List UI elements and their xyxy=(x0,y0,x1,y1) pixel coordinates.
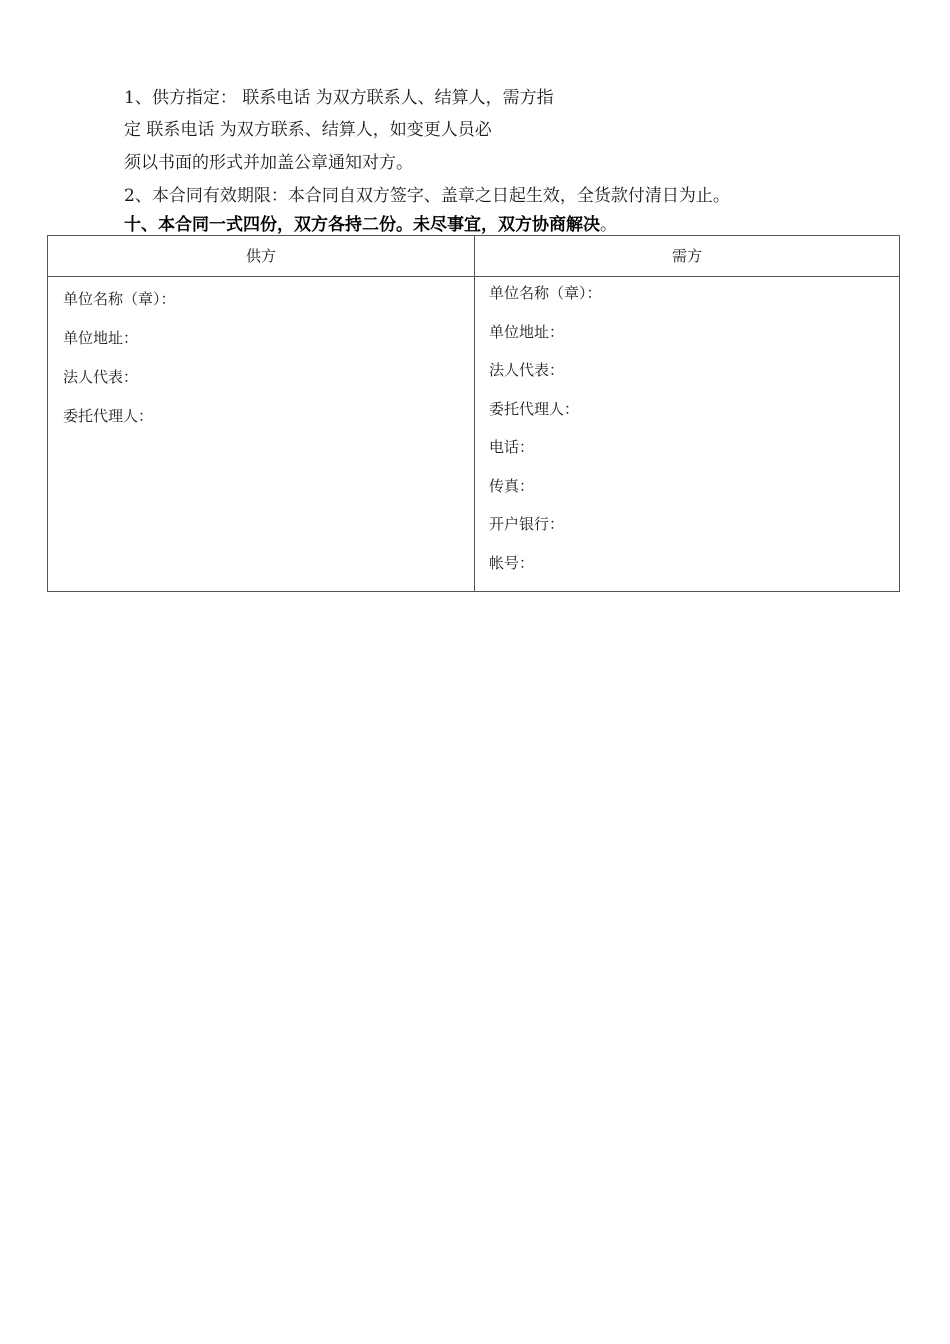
contact-clause-line-3: 须以书面的形式并加盖公章通知对方。 xyxy=(124,153,413,173)
buyer-header: 需方 xyxy=(671,247,702,265)
buyer-legal-rep: 法人代表： xyxy=(489,361,565,379)
copies-clause-bold: 十、本合同一式四份，双方各持二份。未尽事宜，双方协商解决 xyxy=(124,215,600,235)
contact-clause-line-1: 1、供方指定： 联系电话 为双方联系人、结算人，需方指 xyxy=(124,88,554,108)
buyer-fax: 传真： xyxy=(489,477,535,495)
buyer-account: 帐号： xyxy=(489,554,535,572)
buyer-bank: 开户银行： xyxy=(489,515,565,533)
copies-clause-period: 。 xyxy=(600,215,617,235)
supplier-header: 供方 xyxy=(245,247,276,265)
copies-clause xyxy=(124,214,617,236)
supplier-unit-address: 单位地址： xyxy=(63,329,139,347)
buyer-unit-address: 单位地址： xyxy=(489,323,565,341)
supplier-agent: 委托代理人： xyxy=(63,407,154,425)
validity-clause: 2、本合同有效期限：本合同自双方签字、盖章之日起生效，全货款付清日为止。 xyxy=(124,186,730,206)
column-divider xyxy=(474,236,475,591)
supplier-unit-name: 单位名称（章）： xyxy=(63,290,176,308)
signature-table xyxy=(47,235,900,592)
contact-clause-line-2: 定 联系电话 为双方联系、结算人，如变更人员必 xyxy=(124,120,492,140)
buyer-unit-name: 单位名称（章）： xyxy=(489,284,602,302)
buyer-agent: 委托代理人： xyxy=(489,400,580,418)
buyer-phone: 电话： xyxy=(489,438,535,456)
supplier-legal-rep: 法人代表： xyxy=(63,368,139,386)
